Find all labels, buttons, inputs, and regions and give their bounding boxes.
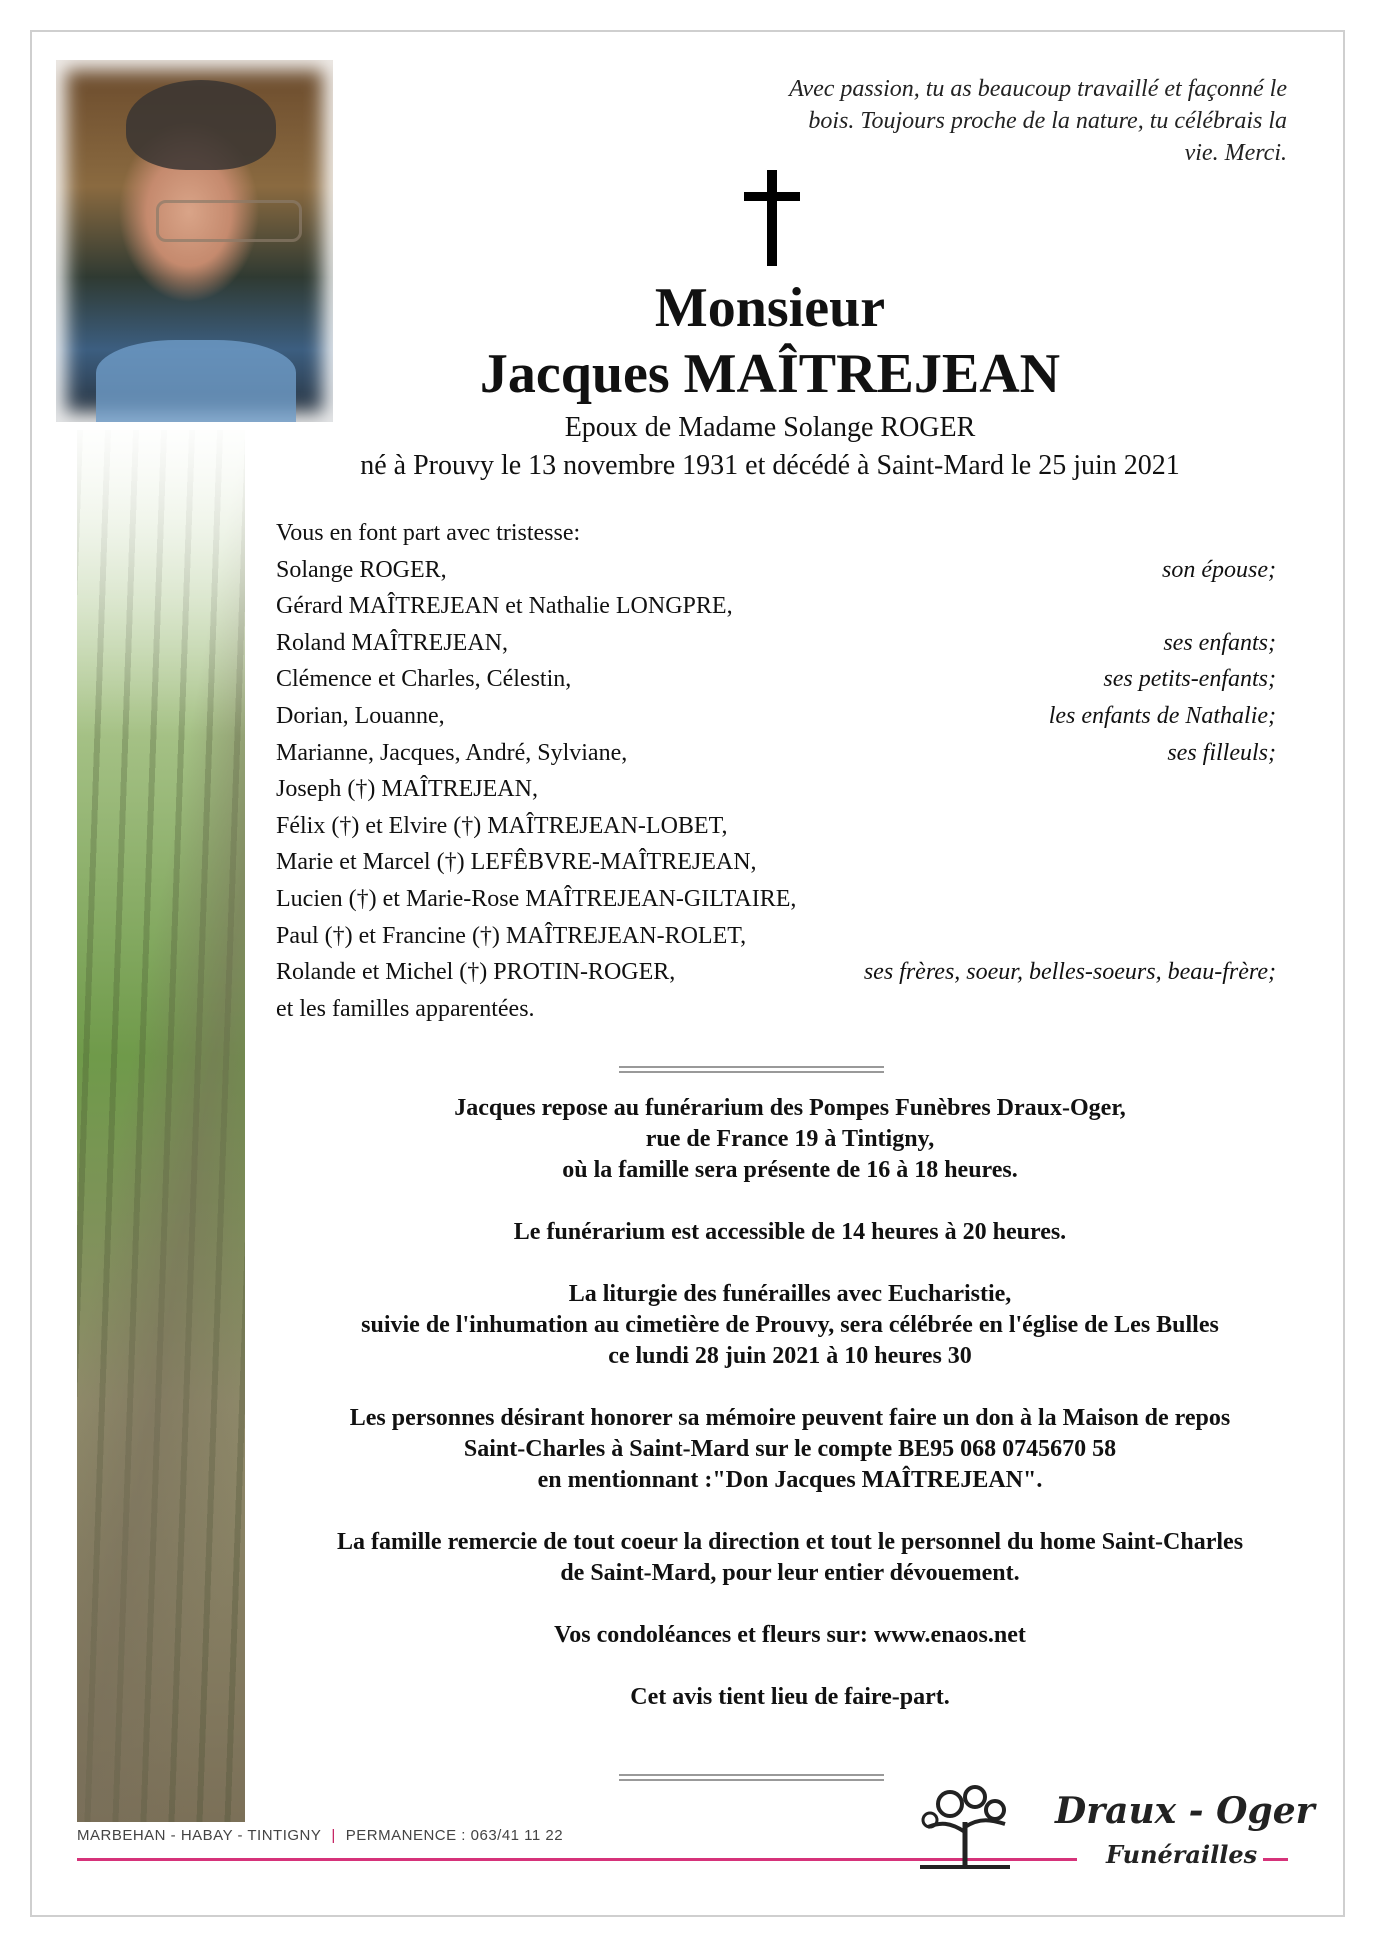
info-paragraph (250, 1279, 1330, 1372)
family-names: Marie et Marcel (†) LEFÊBVRE-MAÎTREJEAN, (276, 849, 757, 876)
footer-separator: | (331, 1827, 336, 1844)
footer-permanence: PERMANENCE : 063/41 11 22 (345, 1827, 564, 1844)
title-honorific: Monsieur (654, 277, 886, 339)
family-names: Clémence et Charles, Célestin, (276, 666, 572, 693)
list-item (276, 735, 1276, 772)
family-list (276, 515, 1276, 1027)
list-item (276, 771, 1276, 808)
family-names: Lucien (†) et Marie-Rose MAÎTREJEAN-GILTAIRE, (276, 885, 797, 912)
footer-locations: MARBEHAN - HABAY - TINTIGNY (77, 1827, 322, 1844)
info-line: de Saint-Mard, pour leur entier dévouement. (560, 1560, 1020, 1586)
quote-line: bois. Toujours proche de la nature, tu célébrais la (808, 108, 1287, 134)
info-line: rue de France 19 à Tintigny, (645, 1126, 935, 1152)
family-names: Roland MAÎTREJEAN, (276, 629, 508, 656)
cross-icon (744, 170, 800, 266)
family-names: Félix (†) et Elvire (†) MAÎTREJEAN-LOBET, (276, 812, 728, 839)
condolences-link[interactable]: Vos condoléances et fleurs sur: www.enaos.net (554, 1622, 1026, 1648)
family-relation: ses enfants; (1163, 629, 1276, 656)
list-item (276, 588, 1276, 625)
family-relation: ses petits-enfants; (1103, 666, 1276, 693)
info-line: Les personnes désirant honorer sa mémoire peuvent faire un don à la Maison de repos (349, 1405, 1231, 1431)
info-paragraph (250, 1682, 1330, 1713)
divider-bottom (619, 1774, 884, 1781)
divider-top (619, 1066, 884, 1073)
list-item (276, 552, 1276, 589)
family-names: Solange ROGER, (276, 556, 447, 583)
birth-death-line: né à Prouvy le 13 novembre 1931 et décédé à Saint-Mard le 25 juin 2021 (360, 450, 1180, 481)
epitaph-quote (690, 73, 1287, 169)
family-names: Vous en font part avec tristesse: (276, 520, 581, 546)
info-line: ce lundi 28 juin 2021 à 10 heures 30 (608, 1343, 972, 1369)
info-line: en mentionnant :"Don Jacques MAÎTREJEAN". (537, 1467, 1043, 1493)
list-item (276, 808, 1276, 845)
forest-path-image (77, 430, 245, 1822)
list-item (276, 515, 1276, 552)
title-name: Jacques MAÎTREJEAN (479, 343, 1061, 405)
brand-subtitle: Funérailles (1100, 1840, 1263, 1869)
family-relation: son épouse; (1162, 556, 1276, 583)
spouse-line: Epoux de Madame Solange ROGER (564, 412, 976, 443)
family-names: Rolande et Michel (†) PROTIN-ROGER, (276, 959, 676, 986)
family-names: Paul (†) et Francine (†) MAÎTREJEAN-ROLET, (276, 922, 747, 949)
family-names: et les familles apparentées. (276, 995, 535, 1022)
family-names: Marianne, Jacques, André, Sylviane, (276, 739, 628, 766)
tree-logo-icon (910, 1782, 1020, 1872)
funeral-info (250, 1093, 1330, 1744)
info-line: La liturgie des funérailles avec Eucharistie, (568, 1281, 1012, 1307)
list-item (276, 881, 1276, 918)
info-paragraph (250, 1403, 1330, 1496)
footer-contact (77, 1827, 563, 1844)
info-line: où la famille sera présente de 16 à 18 heures. (562, 1157, 1018, 1183)
family-names: Joseph (†) MAÎTREJEAN, (276, 776, 538, 803)
brand-name: Draux - Oger (1055, 1790, 1315, 1832)
family-relation: ses filleuls; (1167, 739, 1276, 766)
info-paragraph (250, 1620, 1330, 1651)
info-line: suivie de l'inhumation au cimetière de Prouvy, sera célébrée en l'église de Les Bulles (361, 1312, 1219, 1338)
info-paragraph (250, 1093, 1330, 1186)
list-item (276, 918, 1276, 955)
list-item (276, 698, 1276, 735)
family-names: Dorian, Louanne, (276, 702, 445, 729)
info-paragraph (250, 1217, 1330, 1248)
list-item (276, 844, 1276, 881)
list-item (276, 954, 1276, 991)
info-line: Cet avis tient lieu de faire-part. (630, 1684, 950, 1710)
family-relation: ses frères, soeur, belles-soeurs, beau-frère; (863, 959, 1276, 986)
family-names: Gérard MAÎTREJEAN et Nathalie LONGPRE, (276, 593, 733, 620)
info-paragraph (250, 1527, 1330, 1589)
info-line: La famille remercie de tout coeur la direction et tout le personnel du home Saint-Charles (336, 1529, 1244, 1555)
family-relation: les enfants de Nathalie; (1048, 702, 1276, 729)
list-item (276, 661, 1276, 698)
list-item (276, 991, 1276, 1028)
info-line: Saint-Charles à Saint-Mard sur le compte BE95 068 0745670 58 (463, 1436, 1117, 1462)
info-line: Jacques repose au funérarium des Pompes Funèbres Draux-Oger, (454, 1095, 1126, 1121)
quote-line: vie. Merci. (1184, 140, 1287, 166)
quote-line: Avec passion, tu as beaucoup travaillé et façonné le (789, 76, 1287, 102)
info-line: Le funérarium est accessible de 14 heures à 20 heures. (513, 1219, 1067, 1245)
list-item (276, 625, 1276, 662)
